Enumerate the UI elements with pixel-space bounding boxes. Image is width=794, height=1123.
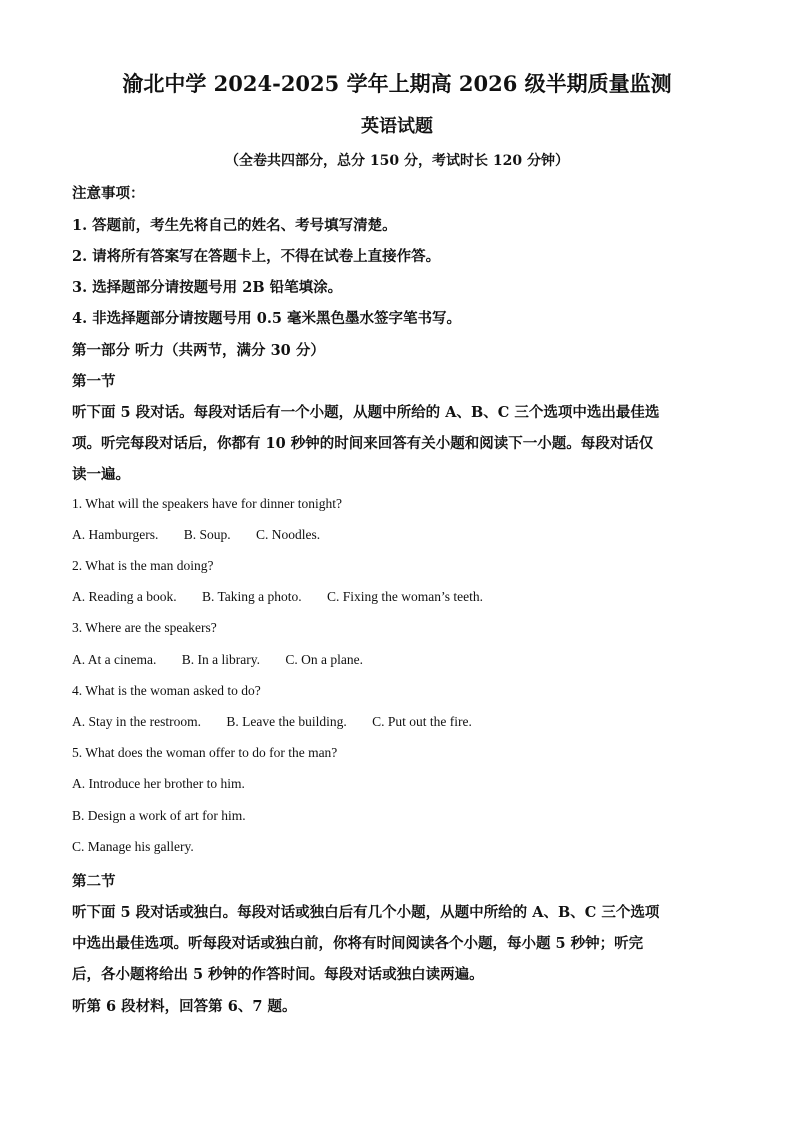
section1-instruction: 读一遍。 <box>72 466 130 483</box>
section2-instruction: 中选出最佳选项。听每段对话或独白前，你将有时间阅读各个小题，每小题 5 秒钟；听完 <box>72 935 644 952</box>
option-c: C. Fixing the woman’s teeth. <box>327 589 484 604</box>
option-c: C. Put out the fire. <box>372 714 472 729</box>
option-b: B. Taking a photo. <box>201 589 302 604</box>
option-b: B. In a library. <box>181 652 260 667</box>
question-text: 2. What is the man doing? <box>72 558 214 573</box>
question-options <box>72 652 385 668</box>
option-a: A. Reading a book. <box>72 589 177 604</box>
section1-instruction: 项。听完每段对话后，你都有 10 秒钟的时间来回答有关小题和阅读下一小题。每段对话仅 <box>72 435 654 452</box>
section1-instruction: 听下面 5 段对话。每段对话后有一个小题，从题中所给的 A、B、C 三个选项中选出最佳选 <box>72 404 660 421</box>
notice-heading: 注意事项： <box>72 185 145 202</box>
option-b: B. Design a work of art for him. <box>72 808 246 823</box>
question-text: 5. What does the woman offer to do for the man? <box>72 745 338 760</box>
section1-heading: 第一节 <box>72 373 116 390</box>
question-text: 4. What is the woman asked to do? <box>72 683 261 698</box>
notice-item: 2. 请将所有答案写在答题卡上，不得在试卷上直接作答。 <box>72 248 441 265</box>
question-text: 3. Where are the speakers? <box>72 620 217 635</box>
option-a: A. Stay in the restroom. <box>72 714 201 729</box>
question-options <box>72 589 505 605</box>
section2-instruction: 后，各小题将给出 5 秒钟的作答时间。每段对话或独白读两遍。 <box>72 966 484 983</box>
option-a: A. At a cinema. <box>72 652 157 667</box>
notice-item: 3. 选择题部分请按题号用 2B 铅笔填涂。 <box>72 279 343 296</box>
exam-subtitle: 英语试题 <box>361 116 433 137</box>
part1-heading: 第一部分 听力（共两节，满分 30 分） <box>72 342 325 359</box>
option-c: C. Noodles. <box>256 527 321 542</box>
exam-title: 渝北中学 2024-2025 学年上期高 2026 级半期质量监测 <box>122 71 672 96</box>
exam-meta: （全卷共四部分，总分 150 分，考试时长 120 分钟） <box>225 153 569 169</box>
option-b: B. Leave the building. <box>226 714 347 729</box>
option-b: B. Soup. <box>183 527 231 542</box>
notice-item: 4. 非选择题部分请按题号用 0.5 毫米黑色墨水签字笔书写。 <box>72 310 462 327</box>
notice-item: 1. 答题前，考生先将自己的姓名、考号填写清楚。 <box>72 217 397 234</box>
section2-heading: 第二节 <box>72 873 116 890</box>
material-heading: 听第 6 段材料，回答第 6、7 题。 <box>72 998 297 1015</box>
option-c: C. On a plane. <box>285 652 363 667</box>
question-options <box>72 527 342 543</box>
question-options <box>72 714 494 730</box>
question-text: 1. What will the speakers have for dinner tonight? <box>72 496 343 511</box>
section2-instruction: 听下面 5 段对话或独白。每段对话或独白后有几个小题，从题中所给的 A、B、C 三个选项 <box>72 904 660 921</box>
option-a: A. Introduce her brother to him. <box>72 776 245 791</box>
option-c: C. Manage his gallery. <box>72 839 194 854</box>
option-a: A. Hamburgers. <box>72 527 159 542</box>
